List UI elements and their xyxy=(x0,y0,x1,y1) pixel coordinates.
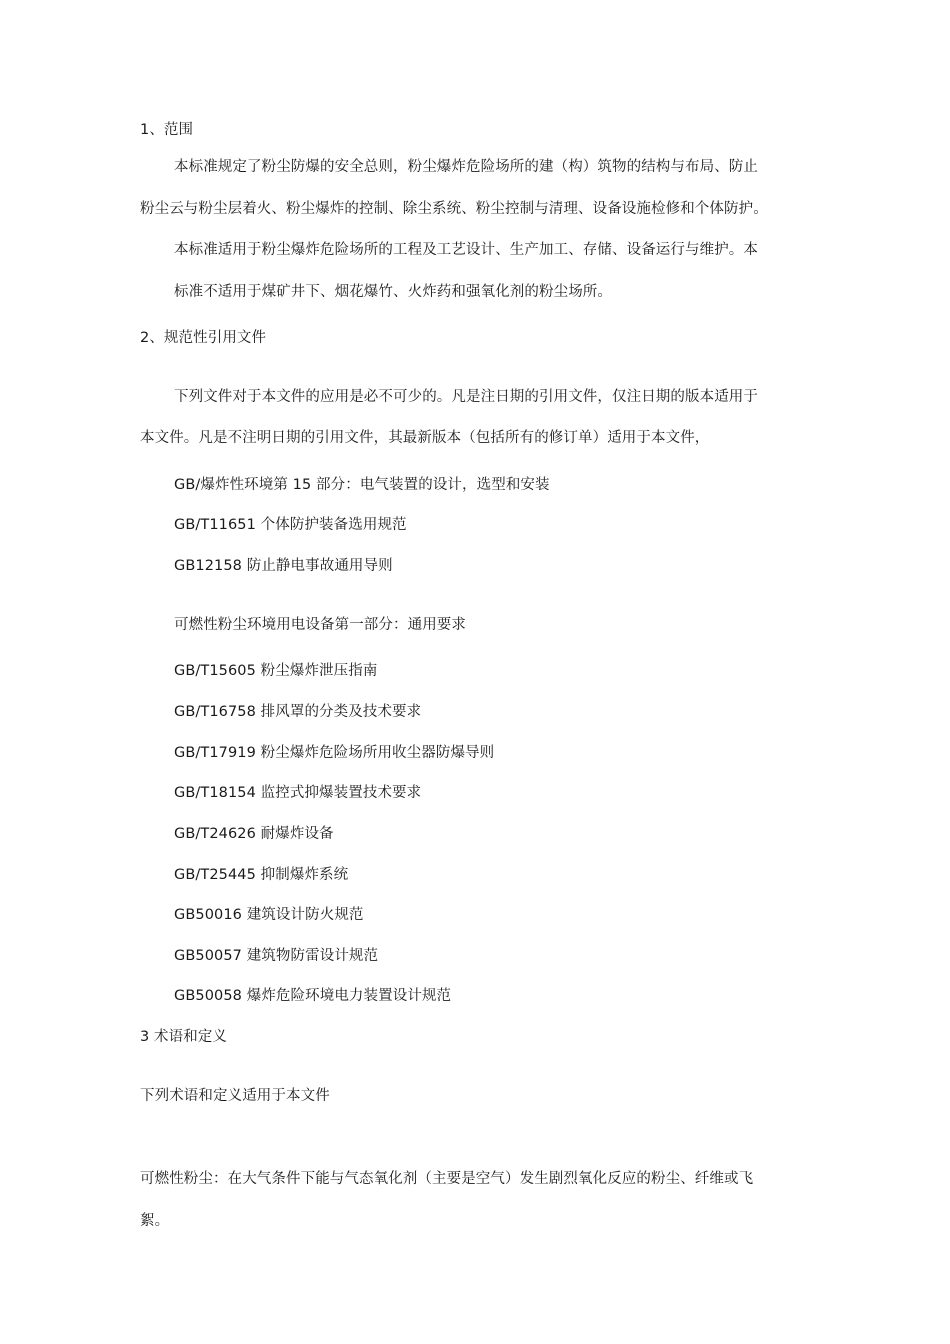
reference-item: GB/T24626 耐爆炸设备 xyxy=(174,826,334,842)
section-3-heading: 3 术语和定义 xyxy=(140,1029,228,1045)
reference-item: GB/T15605 粉尘爆炸泄压指南 xyxy=(174,663,378,679)
reference-item: GB/T25445 抑制爆炸系统 xyxy=(174,867,349,883)
definition-line-1: 可燃性粉尘：在大气条件下能与气态氧化剂（主要是空气）发生剧烈氧化反应的粉尘、纤维或飞 xyxy=(140,1171,754,1187)
reference-item: GB/T18154 监控式抑爆装置技术要求 xyxy=(174,785,422,801)
reference-item: GB/T16758 排风罩的分类及技术要求 xyxy=(174,704,422,720)
section-1-heading: 1、范围 xyxy=(140,122,194,138)
section-2-intro-line-1: 下列文件对于本文件的应用是必不可少的。凡是注日期的引用文件，仅注日期的版本适用于 xyxy=(174,389,758,405)
reference-item: GB/T11651 个体防护装备选用规范 xyxy=(174,517,407,533)
section-1-paragraph-1-line-1: 本标准规定了粉尘防爆的安全总则，粉尘爆炸危险场所的建（构）筑物的结构与布局、防止 xyxy=(174,159,758,175)
section-1-paragraph-1-line-2: 粉尘云与粉尘层着火、粉尘爆炸的控制、除尘系统、粉尘控制与清理、设备设施检修和个体防护。 xyxy=(140,201,768,217)
reference-item: GB50016 建筑设计防火规范 xyxy=(174,907,364,923)
section-2-intro-line-2: 本文件。凡是不注明日期的引用文件，其最新版本（包括所有的修订单）适用于本文件， xyxy=(140,430,710,446)
reference-item: GB/T17919 粉尘爆炸危险场所用收尘器防爆导则 xyxy=(174,745,495,761)
reference-item: GB/爆炸性环境第 15 部分：电气装置的设计，选型和安装 xyxy=(174,477,550,493)
section-2-heading: 2、规范性引用文件 xyxy=(140,330,267,346)
reference-item: GB50057 建筑物防雷设计规范 xyxy=(174,948,379,964)
reference-item: 可燃性粉尘环境用电设备第一部分：通用要求 xyxy=(174,617,466,633)
section-1-paragraph-2-line-2: 标准不适用于煤矿井下、烟花爆竹、火炸药和强氧化剂的粉尘场所。 xyxy=(174,284,612,300)
section-1-paragraph-2-line-1: 本标准适用于粉尘爆炸危险场所的工程及工艺设计、生产加工、存储、设备运行与维护。本 xyxy=(174,242,758,258)
definition-line-2: 絮。 xyxy=(140,1213,170,1229)
reference-item: GB12158 防止静电事故通用导则 xyxy=(174,558,393,574)
section-3-intro: 下列术语和定义适用于本文件 xyxy=(140,1088,330,1104)
reference-item: GB50058 爆炸危险环境电力装置设计规范 xyxy=(174,988,452,1004)
